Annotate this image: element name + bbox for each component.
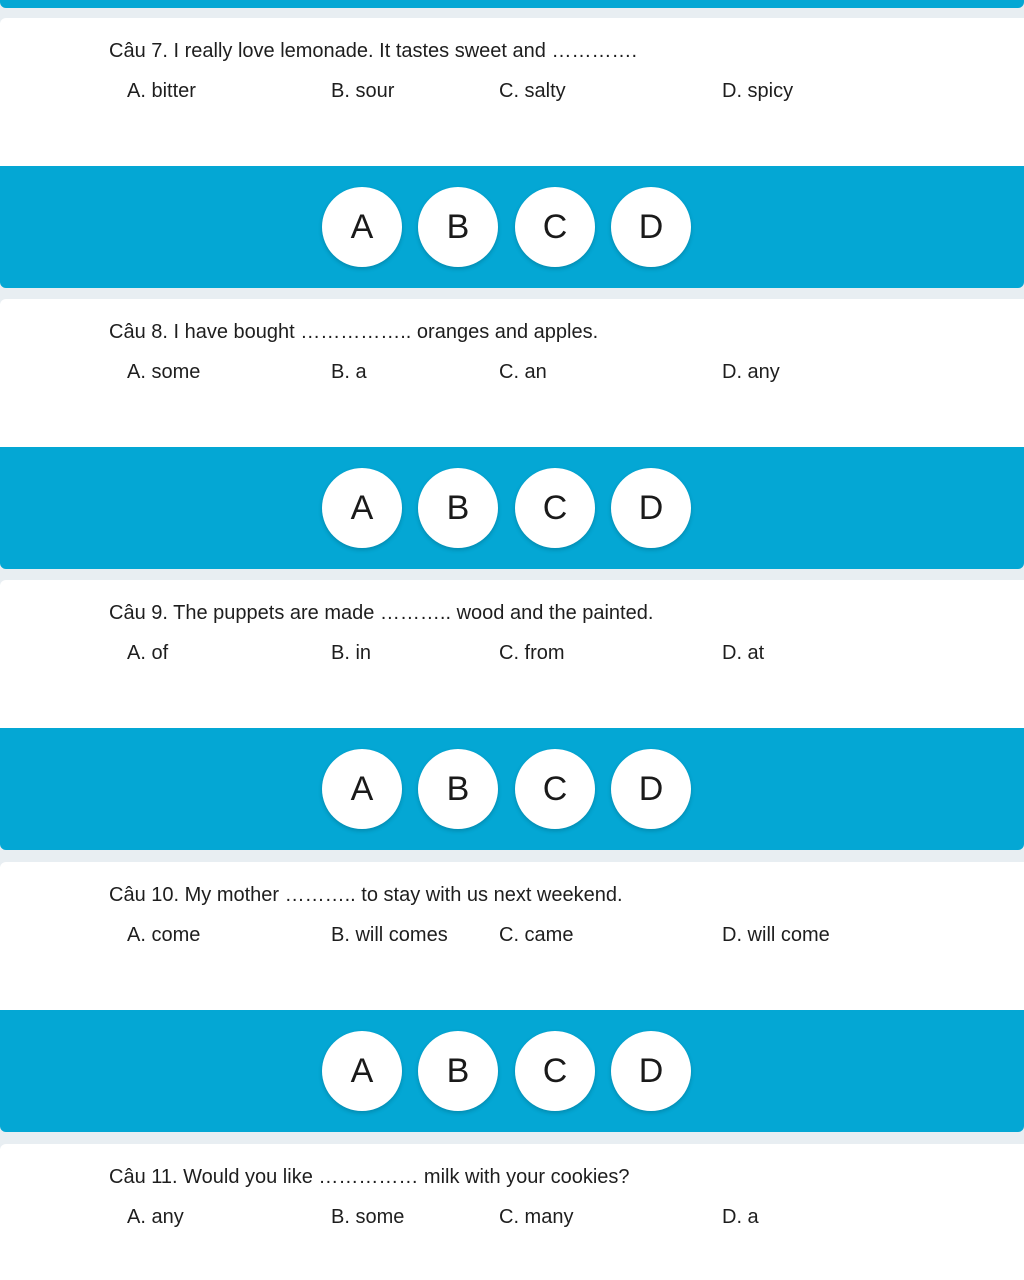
answer-c-button[interactable]: C	[515, 1031, 595, 1111]
option-b: B. some	[331, 1206, 405, 1228]
option-d: D. spicy	[722, 80, 794, 102]
answer-d-button[interactable]: D	[611, 468, 691, 548]
question-card-7	[0, 18, 1024, 166]
answer-b-button[interactable]: B	[418, 468, 498, 548]
question-card-9	[0, 580, 1024, 728]
top-answer-bar-edge	[0, 0, 1024, 8]
answer-b-button[interactable]: B	[418, 749, 498, 829]
option-d: D. any	[722, 361, 780, 383]
answer-bar-8	[0, 447, 1024, 569]
option-d: D. at	[722, 642, 765, 664]
answer-a-button[interactable]: A	[322, 187, 402, 267]
question-text: Câu 11. Would you like …………… milk with your cookies?	[109, 1166, 630, 1188]
option-c: C. salty	[499, 80, 566, 102]
option-d: D. will come	[722, 924, 830, 946]
question-card-10	[0, 862, 1024, 1010]
option-b: B. in	[331, 642, 372, 664]
option-a: A. any	[127, 1206, 184, 1228]
option-a: A. some	[127, 361, 201, 383]
answer-bar-7	[0, 166, 1024, 288]
option-c: C. many	[499, 1206, 574, 1228]
question-text: Câu 9. The puppets are made ……….. wood and the painted.	[109, 602, 654, 624]
option-b: B. will comes	[331, 924, 448, 946]
answer-b-button[interactable]: B	[418, 1031, 498, 1111]
answer-b-button[interactable]: B	[418, 187, 498, 267]
answer-c-button[interactable]: C	[515, 187, 595, 267]
option-c: C. an	[499, 361, 547, 383]
option-c: C. came	[499, 924, 574, 946]
option-a: A. come	[127, 924, 201, 946]
answer-d-button[interactable]: D	[611, 187, 691, 267]
answer-d-button[interactable]: D	[611, 749, 691, 829]
question-text: Câu 10. My mother ……….. to stay with us next weekend.	[109, 884, 623, 906]
option-a: A. of	[127, 642, 169, 664]
question-text: Câu 8. I have bought …………….. oranges and apples.	[109, 321, 599, 343]
question-card-11	[0, 1144, 1024, 1280]
option-a: A. bitter	[127, 80, 196, 102]
option-d: D. a	[722, 1206, 759, 1228]
answer-a-button[interactable]: A	[322, 468, 402, 548]
option-c: C. from	[499, 642, 565, 664]
question-text: Câu 7. I really love lemonade. It tastes sweet and ………….	[109, 40, 638, 62]
answer-a-button[interactable]: A	[322, 1031, 402, 1111]
option-b: B. a	[331, 361, 367, 383]
answer-bar-9	[0, 728, 1024, 850]
answer-c-button[interactable]: C	[515, 749, 595, 829]
option-b: B. sour	[331, 80, 395, 102]
answer-c-button[interactable]: C	[515, 468, 595, 548]
answer-a-button[interactable]: A	[322, 749, 402, 829]
answer-bar-10	[0, 1010, 1024, 1132]
question-card-8	[0, 299, 1024, 447]
answer-d-button[interactable]: D	[611, 1031, 691, 1111]
